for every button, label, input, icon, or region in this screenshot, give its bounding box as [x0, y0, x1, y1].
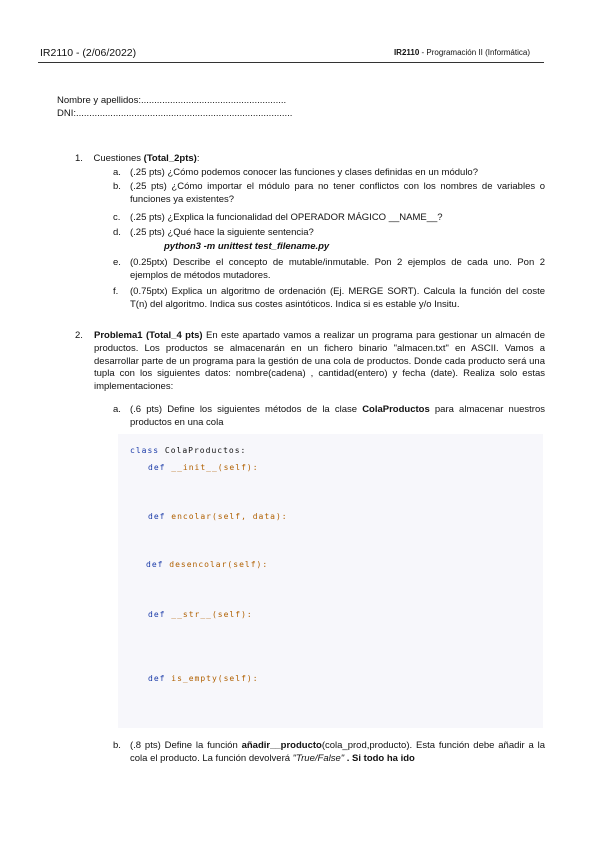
return-value: "True/False"	[292, 752, 345, 764]
code-keyword: def	[148, 610, 166, 619]
header-course-name: - Programación II (Informática)	[419, 48, 530, 57]
question-1-points: (Total_2pts)	[143, 153, 197, 164]
question-2-number: 2.	[75, 330, 83, 341]
item-letter: a.	[113, 404, 121, 415]
unittest-command: python3 -m unittest test_filename.py	[164, 241, 330, 252]
question-1-title: 1. Cuestiones (Total_2pts):	[75, 153, 200, 164]
item-letter: a.	[113, 167, 121, 178]
question-1b: (.25 pts) ¿Cómo importar el módulo para no tener conflictos con los nombres de variables o funciones ya existentes?	[130, 181, 545, 205]
code-keyword: class	[130, 446, 160, 455]
item-letter: d.	[113, 227, 121, 238]
code-signature: encolar(self, data):	[165, 512, 288, 521]
code-signature: __init__(self):	[165, 463, 259, 472]
code-class-name: ColaProductos:	[159, 446, 247, 455]
question-1a: (.25 pts) ¿Cómo podemos conocer las funciones y clases definidas en un módulo?	[130, 167, 478, 178]
header-left: IR2110 - (2/06/2022)	[40, 47, 137, 59]
code-method-line	[148, 610, 253, 619]
question-2-title: Problema1 (Total_4 pts)	[94, 330, 203, 341]
item-letter: e.	[113, 257, 121, 268]
question-1f: (0.75ptx) Explica un algoritmo de ordenación (Ej. MERGE SORT). Calcula la función del coste T(n) del algoritmo. Indica sus costes asintóticos. Indica si es estable y/o Insitu.	[130, 286, 545, 310]
code-method-line	[148, 674, 259, 683]
code-method-line	[148, 463, 259, 472]
header-right	[394, 48, 530, 57]
item-letter: b.	[113, 740, 121, 751]
question-1-label: Cuestiones	[93, 153, 144, 164]
code-keyword: def	[148, 674, 166, 683]
question-1e: (0.25ptx) Describe el concepto de mutable/inmutable. Pon 2 ejemplos de cada uno. Pon 2 ejemplos de métodos mutadores.	[130, 257, 545, 281]
question-1d: (.25 pts) ¿Qué hace la siguiente sentencia?	[130, 227, 314, 238]
code-signature: desencolar(self):	[163, 560, 269, 569]
question-2b: (.8 pts) Define la función añadir__producto(cola_prod,producto). Esta función debe añadir a la cola el producto. La función devolverá "True/False" . Si todo ha ido	[130, 740, 546, 764]
class-name: ColaProductos	[362, 404, 430, 415]
code-block	[118, 434, 543, 728]
code-method-line	[148, 512, 288, 521]
code-keyword: def	[148, 512, 166, 521]
question-1-number: 1.	[75, 153, 83, 164]
code-signature: __str__(self):	[165, 610, 253, 619]
function-name: añadir__producto	[241, 740, 322, 751]
code-class-line	[130, 446, 246, 455]
code-signature: is_empty(self):	[165, 674, 259, 683]
item-letter: f.	[113, 286, 119, 297]
header-course-code: IR2110	[393, 48, 420, 57]
code-method-line	[146, 560, 268, 569]
code-keyword: def	[146, 560, 164, 569]
header-rule	[38, 62, 544, 63]
question-2a: (.6 pts) Define los siguientes métodos de la clase ColaProductos para almacenar nuestros productos en una cola	[130, 404, 545, 428]
code-keyword: def	[148, 463, 166, 472]
question-2-intro	[94, 330, 545, 394]
item-letter: c.	[113, 212, 121, 223]
question-2-text: En este apartado vamos a realizar un programa para gestionar un almacén de productos. Los productos se almacenarán en un fichero binario "almacen.txt" en ASCII. Vamos a desarrollar parte de un programa para la gestión de una cola de productos. Donde cada producto será una tupla con los siguientes datos: nombre(cadena) , cantidad(entero) y fecha (date). Realiza solo estas implementaciones:	[94, 330, 545, 393]
question-1c: (.25 pts) ¿Explica la funcionalidad del OPERADOR MÁGICO __NAME__?	[130, 212, 443, 223]
dni-field: DNI:..................................................................................	[57, 108, 293, 119]
name-field: Nombre y apellidos:.......................................................	[57, 95, 287, 106]
item-letter: b.	[113, 181, 121, 192]
